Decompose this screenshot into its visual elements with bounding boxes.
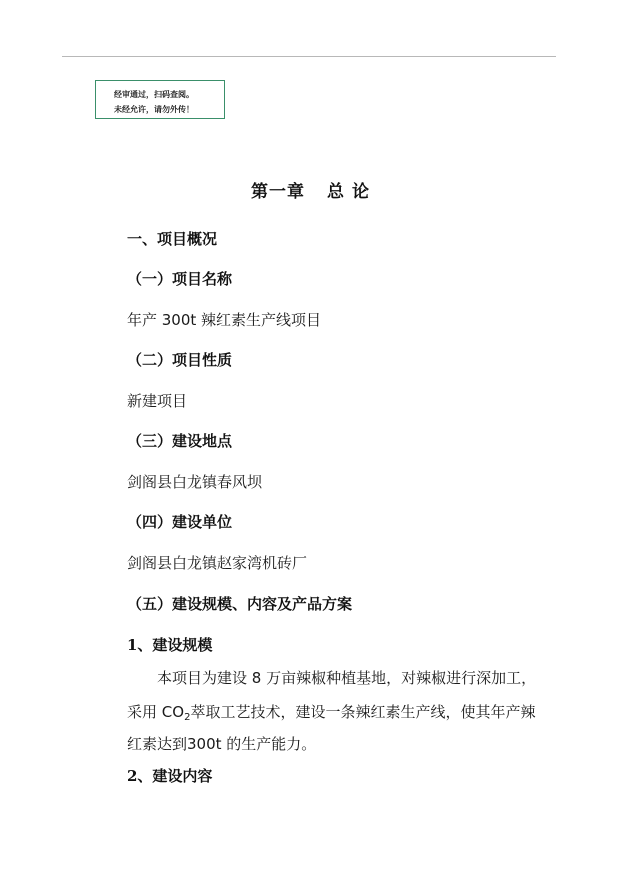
subsection-heading-unit: （四）建设单位 <box>127 513 233 531</box>
section-heading-overview: 一、项目概况 <box>127 230 218 248</box>
subsection-heading-location: （三）建设地点 <box>127 432 233 450</box>
stamp-line-1: 经审通过，扫码查阅。 <box>114 89 194 99</box>
project-name-text: 年产 300t 辣红素生产线项目 <box>127 311 322 329</box>
project-unit-text: 剑阁县白龙镇赵家湾机砖厂 <box>127 554 308 572</box>
scale-paragraph-line-3: 红素达到300t 的生产能力。 <box>127 735 317 753</box>
scale-paragraph-line-2: 采用 $CO_2$萃取工艺技术，建设一条辣红素生产线，使其年产辣 <box>127 703 536 723</box>
subsection-heading-nature: （二）项目性质 <box>127 351 233 369</box>
stamp-line-2: 未经允许，请勿外传！ <box>114 104 194 114</box>
subsection-heading-name: （一）项目名称 <box>127 270 233 288</box>
project-nature-text: 新建项目 <box>127 392 188 410</box>
header-rule <box>62 56 556 57</box>
scale-heading: 1、建设规模 <box>127 636 213 654</box>
project-location-text: 剑阁县白龙镇春风坝 <box>127 473 263 491</box>
review-stamp <box>95 80 225 119</box>
chapter-name: 总 论 <box>327 182 370 202</box>
chapter-title <box>0 177 621 202</box>
subsection-heading-scale-content: （五）建设规模、内容及产品方案 <box>127 595 353 613</box>
chapter-number: 第一章 <box>251 182 306 202</box>
scale-paragraph-line-1: 本项目为建设 8 万亩辣椒种植基地，对辣椒进行深加工， <box>157 669 537 687</box>
content-heading: 2、建设内容 <box>127 767 213 785</box>
